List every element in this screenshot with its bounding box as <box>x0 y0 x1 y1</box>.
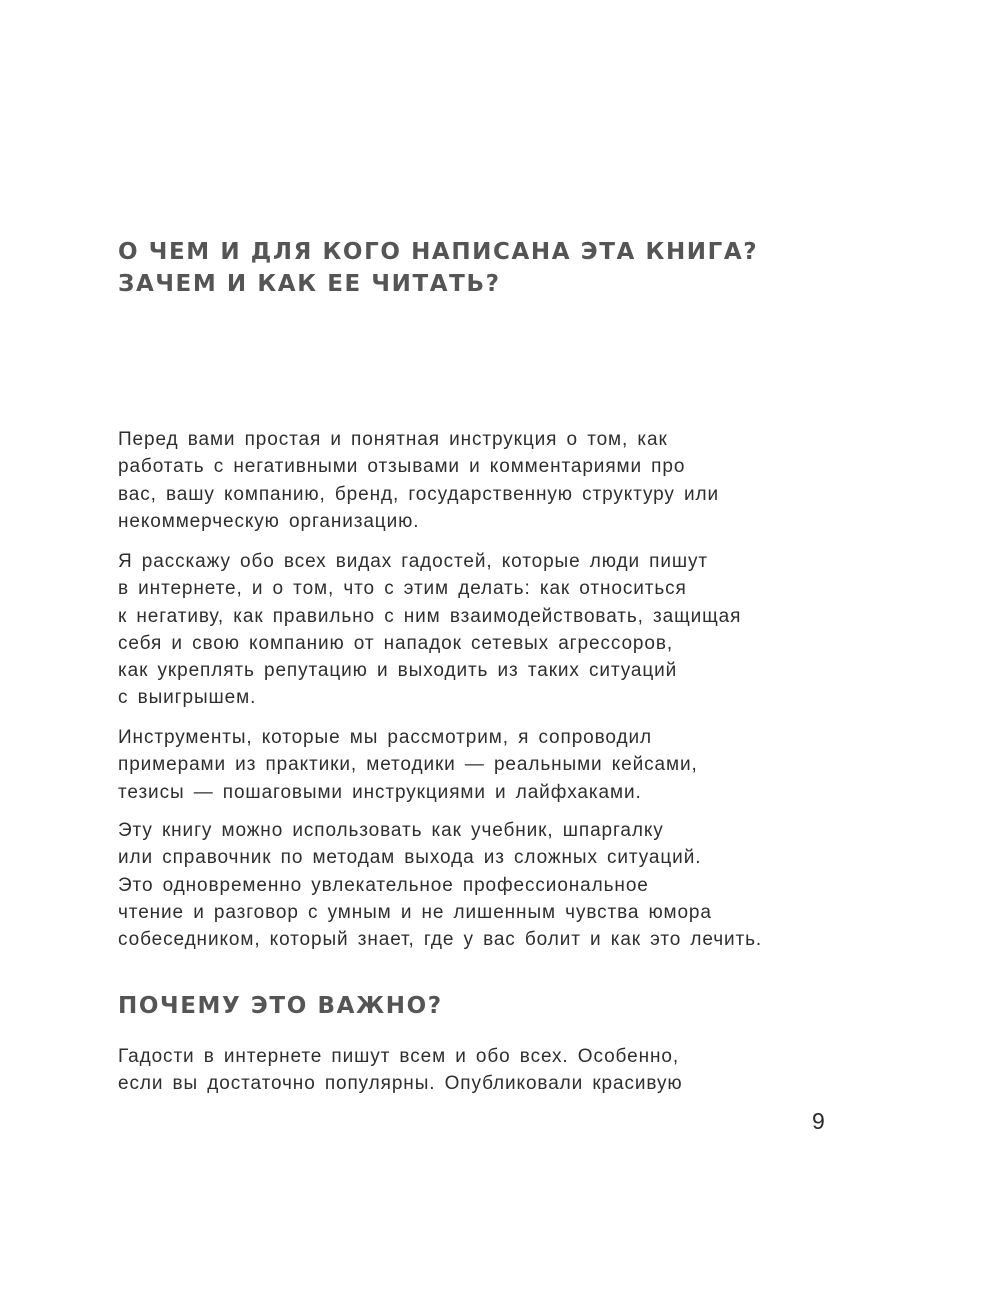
text-line: Эту книгу можно использовать как учебник, шпаргалку <box>118 820 664 841</box>
text-line: к негативу, как правильно с ним взаимодействовать, защищая <box>118 605 742 627</box>
page-number: 9 <box>812 1108 826 1134</box>
text-line: чтение и разговор с умным и не лишенным чувства юмора <box>118 901 712 923</box>
paragraph-why <box>118 1043 683 1098</box>
section-heading-about-book <box>118 236 758 300</box>
text-line: работать с негативными отзывами и комментариями про <box>118 456 686 478</box>
text-line: как укреплять репутацию и выходить из таких ситуаций <box>118 660 678 682</box>
text-line: Перед вами простая и понятная инструкция о том, как <box>118 429 668 450</box>
text-line: если вы достаточно популярны. Опубликовали красивую <box>118 1073 683 1095</box>
text-line: Я расскажу обо всех видах гадостей, которые люди пишут <box>118 551 708 572</box>
text-line: собеседником, который знает, где у вас болит и как это лечить. <box>118 929 763 951</box>
text-line: Гадости в интернете пишут всем и обо всех. Особенно, <box>118 1046 680 1067</box>
text-line: тезисы — пошаговыми инструкциями и лайфхаками. <box>118 781 642 803</box>
paragraph-usage <box>118 817 762 953</box>
text-line: некоммерческую организацию. <box>118 510 420 532</box>
text-line: с выигрышем. <box>118 687 257 709</box>
text-line: вас, вашу компанию, бренд, государственную структуру или <box>118 483 720 505</box>
section-heading-why-important <box>118 990 443 1022</box>
heading-line: О ЧЕМ И ДЛЯ КОГО НАПИСАНА ЭТА КНИГА? <box>118 239 759 265</box>
text-line: или справочник по методам выхода из сложных ситуаций. <box>118 847 702 869</box>
text-line: себя и свою компанию от нападок сетевых агрессоров, <box>118 632 674 654</box>
heading-line: ЗАЧЕМ И КАК ЕЕ ЧИТАТЬ? <box>118 271 501 297</box>
heading-line: ПОЧЕМУ ЭТО ВАЖНО? <box>118 993 443 1019</box>
text-line: Это одновременно увлекательное профессиональное <box>118 874 649 896</box>
text-line: в интернете, и о том, что с этим делать: как относиться <box>118 578 687 600</box>
paragraph-topics <box>118 548 741 712</box>
text-line: Инструменты, которые мы рассмотрим, я сопроводил <box>118 727 652 748</box>
paragraph-intro <box>118 426 719 535</box>
paragraph-tools <box>118 724 698 806</box>
text-line: примерами из практики, методики — реальными кейсами, <box>118 754 698 776</box>
